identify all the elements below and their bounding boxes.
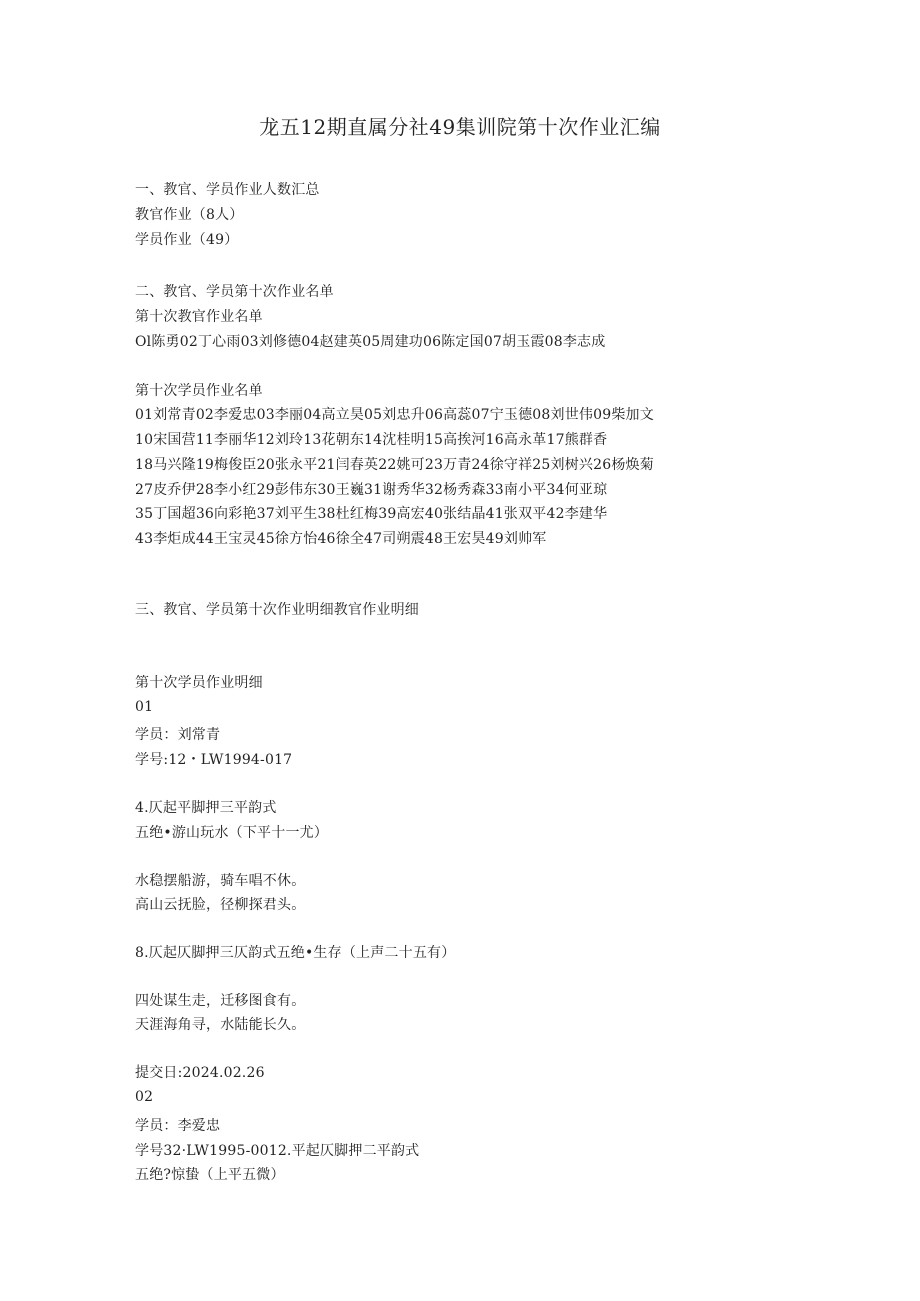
poem-line: 水稳摆船游，骑车唱不休。 <box>135 873 306 889</box>
student-count: 学员作业（49） <box>135 232 239 248</box>
poem-title: 4.仄起平脚押三平韵式 <box>135 800 277 816</box>
section-2-heading: 二、教官、学员第十次作业名单 <box>135 284 334 300</box>
poem-subtitle: 五绝?惊蛰（上平五微） <box>135 1167 285 1183</box>
teacher-list-title: 第十次教官作业名单 <box>135 309 263 325</box>
entry-student-id: 学号32·LW1995-0012.平起仄脚押二平韵式 <box>135 1143 420 1159</box>
student-list-line: 27皮乔伊28李小红29彭伟东30王巍31谢秀华32杨秀森33南小平34何亚琼 <box>135 482 608 498</box>
poem-line: 天涯海角寻，水陆能长久。 <box>135 1017 306 1033</box>
poem-line: 高山云抚脸，径柳探君头。 <box>135 897 306 913</box>
teacher-count: 教官作业（8人） <box>135 207 244 223</box>
poem-title: 8.仄起仄脚押三仄韵式五绝•生存（上声二十五有） <box>135 945 456 961</box>
student-list-line: 10宋国营11李丽华12刘玲13花朝东14沈桂明15高挨河16高永革17熊群香 <box>135 432 608 448</box>
student-detail-title: 第十次学员作业明细 <box>135 675 263 691</box>
entry-student-name: 学员：刘常青 <box>135 727 221 743</box>
poem-line: 四处谋生走，迁移图食有。 <box>135 993 306 1009</box>
entry-number: 02 <box>135 1089 154 1105</box>
entry-student-name: 学员：李爱忠 <box>135 1118 221 1134</box>
student-list-line: 01刘常青02李爱忠03李丽04高立昊05刘忠升06高蕊07宁玉德08刘世伟09柴加文 <box>135 407 654 423</box>
entry-number: 01 <box>135 699 154 715</box>
poem-subtitle: 五绝•游山玩水（下平十一尤） <box>135 825 329 841</box>
section-1-heading: 一、教官、学员作业人数汇总 <box>135 182 320 198</box>
student-list-title: 第十次学员作业名单 <box>135 383 263 399</box>
teacher-list: Ol陈勇02丁心雨03刘修德04赵建英05周建功06陈定国07胡玉霞08李志成 <box>135 334 606 350</box>
section-3-heading: 三、教官、学员第十次作业明细教官作业明细 <box>135 602 419 618</box>
student-list-line: 35丁国超36向彩艳37刘平生38杜红梅39高宏40张结晶41张双平42李建华 <box>135 506 608 522</box>
student-list-line: 18马兴隆19梅俊臣20张永平21闫春英22姚可23万青24徐守祥25刘树兴26杨焕菊 <box>135 457 654 473</box>
submission-date: 提交日:2024.02.26 <box>135 1065 265 1081</box>
document-title: 龙五12期直属分社49集训院第十次作业汇编 <box>259 115 661 139</box>
entry-student-id: 学号:12・LW1994-017 <box>135 752 293 768</box>
student-list-line: 43李炬成44王宝灵45徐方怡46徐全47司朔震48王宏昊49刘帅军 <box>135 531 547 547</box>
